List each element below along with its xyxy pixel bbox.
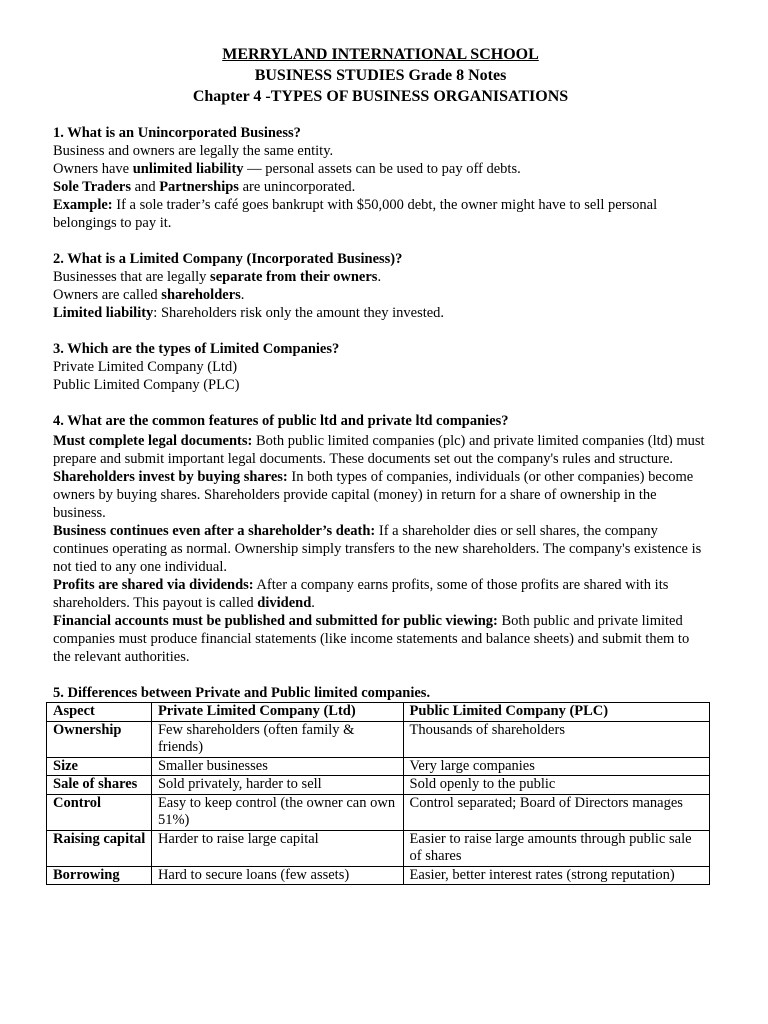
table-cell: Very large companies (403, 757, 709, 776)
table-cell: Few shareholders (often family & friends) (151, 721, 403, 757)
column-header: Private Limited Company (Ltd) (151, 703, 403, 722)
section-question: 3. Which are the types of Limited Companies? (53, 341, 340, 357)
table-cell: Control separated; Board of Directors manages (403, 794, 709, 830)
list-item: Public Limited Company (PLC) (53, 377, 240, 393)
table-row (47, 776, 710, 795)
feature-paragraph: Business continues even after a shareholder’s death: If a shareholder dies or sell shares, the company continues operating as normal. Ownership simply transfers to the new shareholders. The company's existence is not tied to any one individual. (53, 523, 702, 575)
table-cell: Sold openly to the public (403, 776, 709, 795)
list-item: Private Limited Company (Ltd) (53, 359, 238, 375)
table-row (47, 757, 710, 776)
section-question: 4. What are the common features of public ltd and private ltd companies? (53, 413, 509, 429)
table-row (47, 794, 710, 830)
differences-table (46, 702, 710, 885)
aspect-cell: Borrowing (47, 866, 152, 885)
paragraph: Limited liability: Shareholders risk only the amount they invested. (53, 305, 445, 321)
paragraph: Owners are called shareholders. (53, 287, 245, 303)
feature-paragraph: Must complete legal documents: Both public limited companies (plc) and private limited companies (ltd) must prepare and submit important legal documents. These documents set out the company's rules and structure. (53, 433, 705, 467)
feature-paragraph: Financial accounts must be published and submitted for public viewing: Both public and private limited companies must produce financial statements (like income statements and balance sheets) and submit them to the relevant authorities. (53, 613, 690, 665)
table-row (47, 721, 710, 757)
section-types (53, 340, 708, 394)
section-question: 1. What is an Unincorporated Business? (53, 125, 301, 141)
paragraph: Business and owners are legally the same entity. (53, 143, 334, 159)
section-unincorporated (53, 124, 708, 232)
table-cell: Easier, better interest rates (strong reputation) (403, 866, 709, 885)
section-common-features (53, 412, 708, 666)
section-limited-company (53, 250, 708, 322)
feature-paragraph: Shareholders invest by buying shares: In both types of companies, individuals (or other companies) become owners by buying shares. Shareholders provide capital (money) in return for a share of ownership in the business. (53, 469, 694, 521)
feature-paragraph: Profits are shared via dividends: After a company earns profits, some of those profits are shared with its shareholders. This payout is called dividend. (53, 577, 669, 611)
paragraph: Businesses that are legally separate from their owners. (53, 269, 382, 285)
paragraph: Sole Traders and Partnerships are unincorporated. (53, 179, 356, 195)
section-question: 5. Differences between Private and Public limited companies. (53, 685, 431, 701)
subject-title: BUSINESS STUDIES Grade 8 Notes (254, 67, 507, 84)
aspect-cell: Sale of shares (47, 776, 152, 795)
table-row (47, 866, 710, 885)
column-header: Public Limited Company (PLC) (403, 703, 709, 722)
table-header-row (47, 703, 710, 722)
table-cell: Smaller businesses (151, 757, 403, 776)
table-cell: Harder to raise large capital (151, 830, 403, 866)
table-cell: Easier to raise large amounts through public sale of shares (403, 830, 709, 866)
table-cell: Hard to secure loans (few assets) (151, 866, 403, 885)
paragraph: Owners have unlimited liability — personal assets can be used to pay off debts. (53, 161, 521, 177)
school-name: MERRYLAND INTERNATIONAL SCHOOL (222, 46, 539, 63)
table-cell: Thousands of shareholders (403, 721, 709, 757)
table-row (47, 830, 710, 866)
aspect-cell: Size (47, 757, 152, 776)
column-header: Aspect (47, 703, 152, 722)
chapter-title: Chapter 4 -TYPES OF BUSINESS ORGANISATIONS (192, 88, 569, 105)
document-header (53, 44, 708, 107)
aspect-cell: Control (47, 794, 152, 830)
aspect-cell: Ownership (47, 721, 152, 757)
example-paragraph: Example: If a sole trader’s café goes bankrupt with $50,000 debt, the owner might have to sell personal belongings to pay it. (53, 197, 658, 231)
aspect-cell: Raising capital (47, 830, 152, 866)
table-cell: Easy to keep control (the owner can own 51%) (151, 794, 403, 830)
section-differences (53, 684, 708, 885)
section-question: 2. What is a Limited Company (Incorporated Business)? (53, 251, 403, 267)
table-cell: Sold privately, harder to sell (151, 776, 403, 795)
